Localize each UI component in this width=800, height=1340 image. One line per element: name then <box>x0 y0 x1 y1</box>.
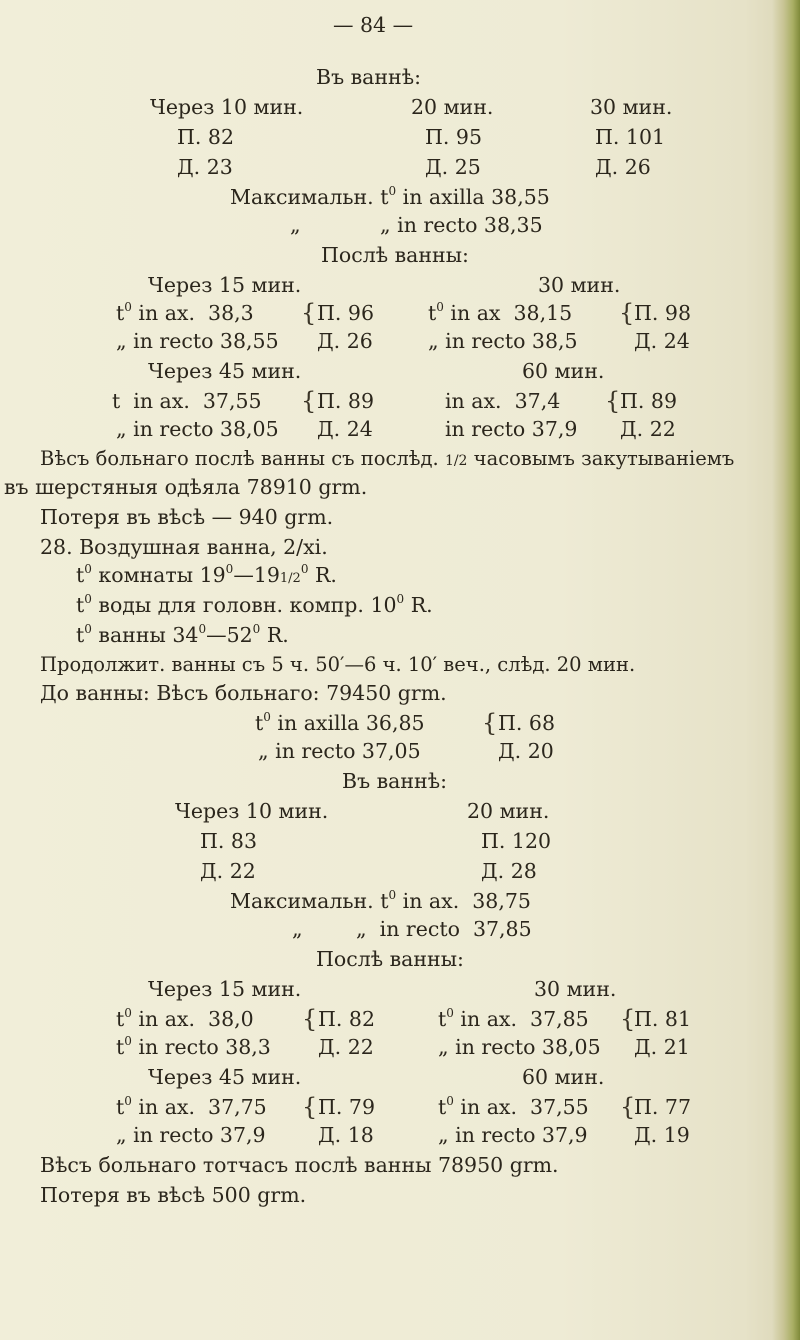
t-symbol: t <box>116 1035 125 1059</box>
temp-value: in ax. 37,75 <box>138 1095 267 1119</box>
degree-mark: 0 <box>84 592 92 607</box>
page-number-line <box>0 12 800 38</box>
degree-mark: 0 <box>124 1034 132 1049</box>
temp-value: in ax. 37,55 <box>460 1095 589 1119</box>
temp-value: in ax 38,15 <box>450 301 573 325</box>
brace: { <box>482 709 498 737</box>
t-symbol: t <box>116 1095 125 1119</box>
t-symbol: t <box>255 711 264 735</box>
resp-value: Д. 28 <box>481 859 537 883</box>
degree-mark: 0 <box>388 184 397 199</box>
resp-value: Д. 21 <box>634 1035 690 1059</box>
line <box>0 446 800 472</box>
temp-bath: ванны 34 <box>98 623 199 647</box>
pulse-value: П. 96 <box>317 301 374 325</box>
time-label: Через 45 мин. <box>148 359 302 383</box>
paragraph-text: До ванны: Вѣсъ больнаго: 79450 grm. <box>40 681 447 705</box>
max-recto: „ in recto 37,85 <box>356 917 532 941</box>
section-header: Послѣ ванны: <box>316 947 464 971</box>
brace: { <box>302 1093 318 1121</box>
temp-value: in ax. 37,85 <box>460 1007 589 1031</box>
fraction: 1/2 <box>444 453 468 469</box>
line <box>0 562 800 588</box>
degree-mark: 0 <box>396 592 405 607</box>
resp-value: Д. 22 <box>200 859 256 883</box>
line <box>0 272 800 298</box>
line <box>0 504 800 530</box>
line <box>0 358 800 384</box>
page-number: — 84 — <box>333 13 414 37</box>
resp-value: Д. 23 <box>177 155 233 179</box>
ditto-mark: „ <box>290 213 301 237</box>
pulse-value: П. 68 <box>498 711 555 735</box>
brace: { <box>302 1005 318 1033</box>
max-axilla: in axilla 38,55 <box>402 185 550 209</box>
temp-bath: —52 <box>206 623 253 647</box>
degree-mark: 0 <box>124 1094 132 1109</box>
line <box>0 916 800 942</box>
line <box>0 474 800 500</box>
pulse-value: П. 79 <box>318 1095 375 1119</box>
line <box>0 680 800 706</box>
degree-mark: 0 <box>252 622 261 637</box>
t-symbol: t <box>116 301 125 325</box>
line <box>0 888 800 914</box>
temp-value: in axilla 36,85 <box>277 711 425 735</box>
resp-value: Д. 24 <box>634 329 690 353</box>
time-label: Через 10 мин. <box>150 95 304 119</box>
line <box>0 184 800 210</box>
line <box>0 1034 800 1060</box>
brace: { <box>301 387 317 415</box>
line <box>0 946 800 972</box>
pulse-value: П. 98 <box>634 301 691 325</box>
brace: { <box>605 387 621 415</box>
line <box>0 154 800 180</box>
resp-value: Д. 18 <box>318 1123 374 1147</box>
line <box>0 768 800 794</box>
line <box>0 1094 800 1120</box>
line <box>0 388 800 414</box>
time-label: 30 мин. <box>538 273 621 297</box>
line <box>0 124 800 150</box>
temp-value: „ in recto 37,05 <box>258 739 421 763</box>
degree-mark: 0 <box>436 300 444 315</box>
temp-value: t in ax. 37,55 <box>112 389 262 413</box>
line <box>0 64 800 90</box>
brace: { <box>620 1005 636 1033</box>
paragraph-text: Потеря въ вѣсѣ 500 grm. <box>40 1183 307 1207</box>
degree-mark: 0 <box>124 300 132 315</box>
paragraph-text: Продолжит. ванны съ 5 ч. 50′—6 ч. 10′ веч., слѣд. 20 мин. <box>40 653 636 676</box>
resp-value: Д. 22 <box>318 1035 374 1059</box>
resp-value: Д. 26 <box>317 329 373 353</box>
temp-value: „ in recto 38,05 <box>438 1035 601 1059</box>
paragraph-text: Вѣсъ больнаго тотчасъ послѣ ванны 78950 grm. <box>40 1153 559 1177</box>
pulse-value: П. 89 <box>317 389 374 413</box>
line <box>0 622 800 648</box>
line <box>0 976 800 1002</box>
section-header: Послѣ ванны: <box>321 243 469 267</box>
fraction: 1/2 <box>279 571 301 586</box>
line <box>0 94 800 120</box>
ditto-mark: „ <box>292 917 303 941</box>
time-label: 30 мин. <box>590 95 673 119</box>
degree-mark: 0 <box>388 888 397 903</box>
temp-value: in recto 38,3 <box>138 1035 271 1059</box>
line <box>0 1064 800 1090</box>
paragraph-text: часовымъ закутываніемъ <box>473 447 735 470</box>
section-header: Въ ваннѣ: <box>316 65 421 89</box>
temp-value: „ in recto 38,55 <box>116 329 279 353</box>
time-label: Через 10 мин. <box>175 799 329 823</box>
degree-mark: 0 <box>263 710 271 725</box>
t-symbol: t <box>76 563 85 587</box>
temp-value: in ax. 38,3 <box>138 301 254 325</box>
line <box>0 652 800 678</box>
line <box>0 738 800 764</box>
unit: R. <box>315 563 337 587</box>
paragraph-text: Вѣсъ больнаго послѣ ванны съ послѣд. <box>40 447 439 470</box>
brace: { <box>620 1093 636 1121</box>
pulse-value: П. 77 <box>634 1095 691 1119</box>
resp-value: Д. 19 <box>634 1123 690 1147</box>
resp-value: Д. 26 <box>595 155 651 179</box>
temp-value: „ in recto 38,05 <box>116 417 279 441</box>
temp-value: „ in recto 38,5 <box>428 329 578 353</box>
t-symbol: t <box>438 1095 447 1119</box>
degree-mark: 0 <box>300 562 309 577</box>
degree-mark: 0 <box>198 622 207 637</box>
t-symbol: t <box>76 593 85 617</box>
t-symbol: t <box>428 301 437 325</box>
pulse-value: П. 89 <box>620 389 677 413</box>
temp-value: in ax. 38,0 <box>138 1007 254 1031</box>
pulse-value: П. 101 <box>595 125 666 149</box>
line <box>0 858 800 884</box>
degree-mark: 0 <box>124 1006 132 1021</box>
section-header: Въ ваннѣ: <box>342 769 447 793</box>
line <box>0 212 800 238</box>
degree-mark: 0 <box>446 1094 454 1109</box>
temp-water: воды для головн. компр. 10 <box>98 593 397 617</box>
temp-room: —19 <box>233 563 280 587</box>
unit: R. <box>410 593 433 617</box>
time-label: 60 мин. <box>522 359 605 383</box>
temp-room: комнаты 19 <box>98 563 226 587</box>
t-symbol: t <box>116 1007 125 1031</box>
resp-value: Д. 22 <box>620 417 676 441</box>
t-symbol: t <box>438 1007 447 1031</box>
paragraph-text: Потеря въ вѣсѣ — 940 grm. <box>40 505 334 529</box>
paragraph-text: въ шерстяныя одѣяла 78910 grm. <box>4 475 368 499</box>
unit: R. <box>266 623 289 647</box>
line <box>0 534 800 560</box>
pulse-value: П. 81 <box>634 1007 691 1031</box>
line <box>0 242 800 268</box>
line <box>0 1182 800 1208</box>
pulse-value: П. 83 <box>200 829 257 853</box>
pulse-value: П. 95 <box>425 125 482 149</box>
line <box>0 710 800 736</box>
pulse-value: П. 82 <box>177 125 234 149</box>
degree-mark: 0 <box>225 562 234 577</box>
max-ax: in ax. 38,75 <box>402 889 531 913</box>
resp-value: Д. 20 <box>498 739 554 763</box>
section-title: 28. Воздушная ванна, 2/xi. <box>40 535 328 559</box>
temp-value: in ax. 37,4 <box>445 389 561 413</box>
brace: { <box>619 299 635 327</box>
degree-mark: 0 <box>84 622 92 637</box>
resp-value: Д. 25 <box>425 155 481 179</box>
time-label: 30 мин. <box>534 977 617 1001</box>
line <box>0 1122 800 1148</box>
time-label: 60 мин. <box>522 1065 605 1089</box>
max-recto: „ in recto 38,35 <box>380 213 543 237</box>
time-label: 20 мин. <box>467 799 550 823</box>
line <box>0 328 800 354</box>
pulse-value: П. 120 <box>481 829 552 853</box>
line <box>0 798 800 824</box>
line <box>0 300 800 326</box>
degree-mark: 0 <box>84 562 92 577</box>
max-label: Максимальн. t <box>230 889 389 913</box>
time-label: Через 15 мин. <box>148 273 302 297</box>
temp-value: „ in recto 37,9 <box>116 1123 266 1147</box>
temp-value: „ in recto 37,9 <box>438 1123 588 1147</box>
line <box>0 416 800 442</box>
t-symbol: t <box>76 623 85 647</box>
time-label: 20 мин. <box>411 95 494 119</box>
line <box>0 1006 800 1032</box>
pulse-value: П. 82 <box>318 1007 375 1031</box>
line <box>0 592 800 618</box>
max-label: Максимальн. t <box>230 185 389 209</box>
line <box>0 1152 800 1178</box>
line <box>0 828 800 854</box>
temp-value: in recto 37,9 <box>445 417 578 441</box>
time-label: Через 45 мин. <box>148 1065 302 1089</box>
time-label: Через 15 мин. <box>148 977 302 1001</box>
brace: { <box>301 299 317 327</box>
degree-mark: 0 <box>446 1006 454 1021</box>
resp-value: Д. 24 <box>317 417 373 441</box>
